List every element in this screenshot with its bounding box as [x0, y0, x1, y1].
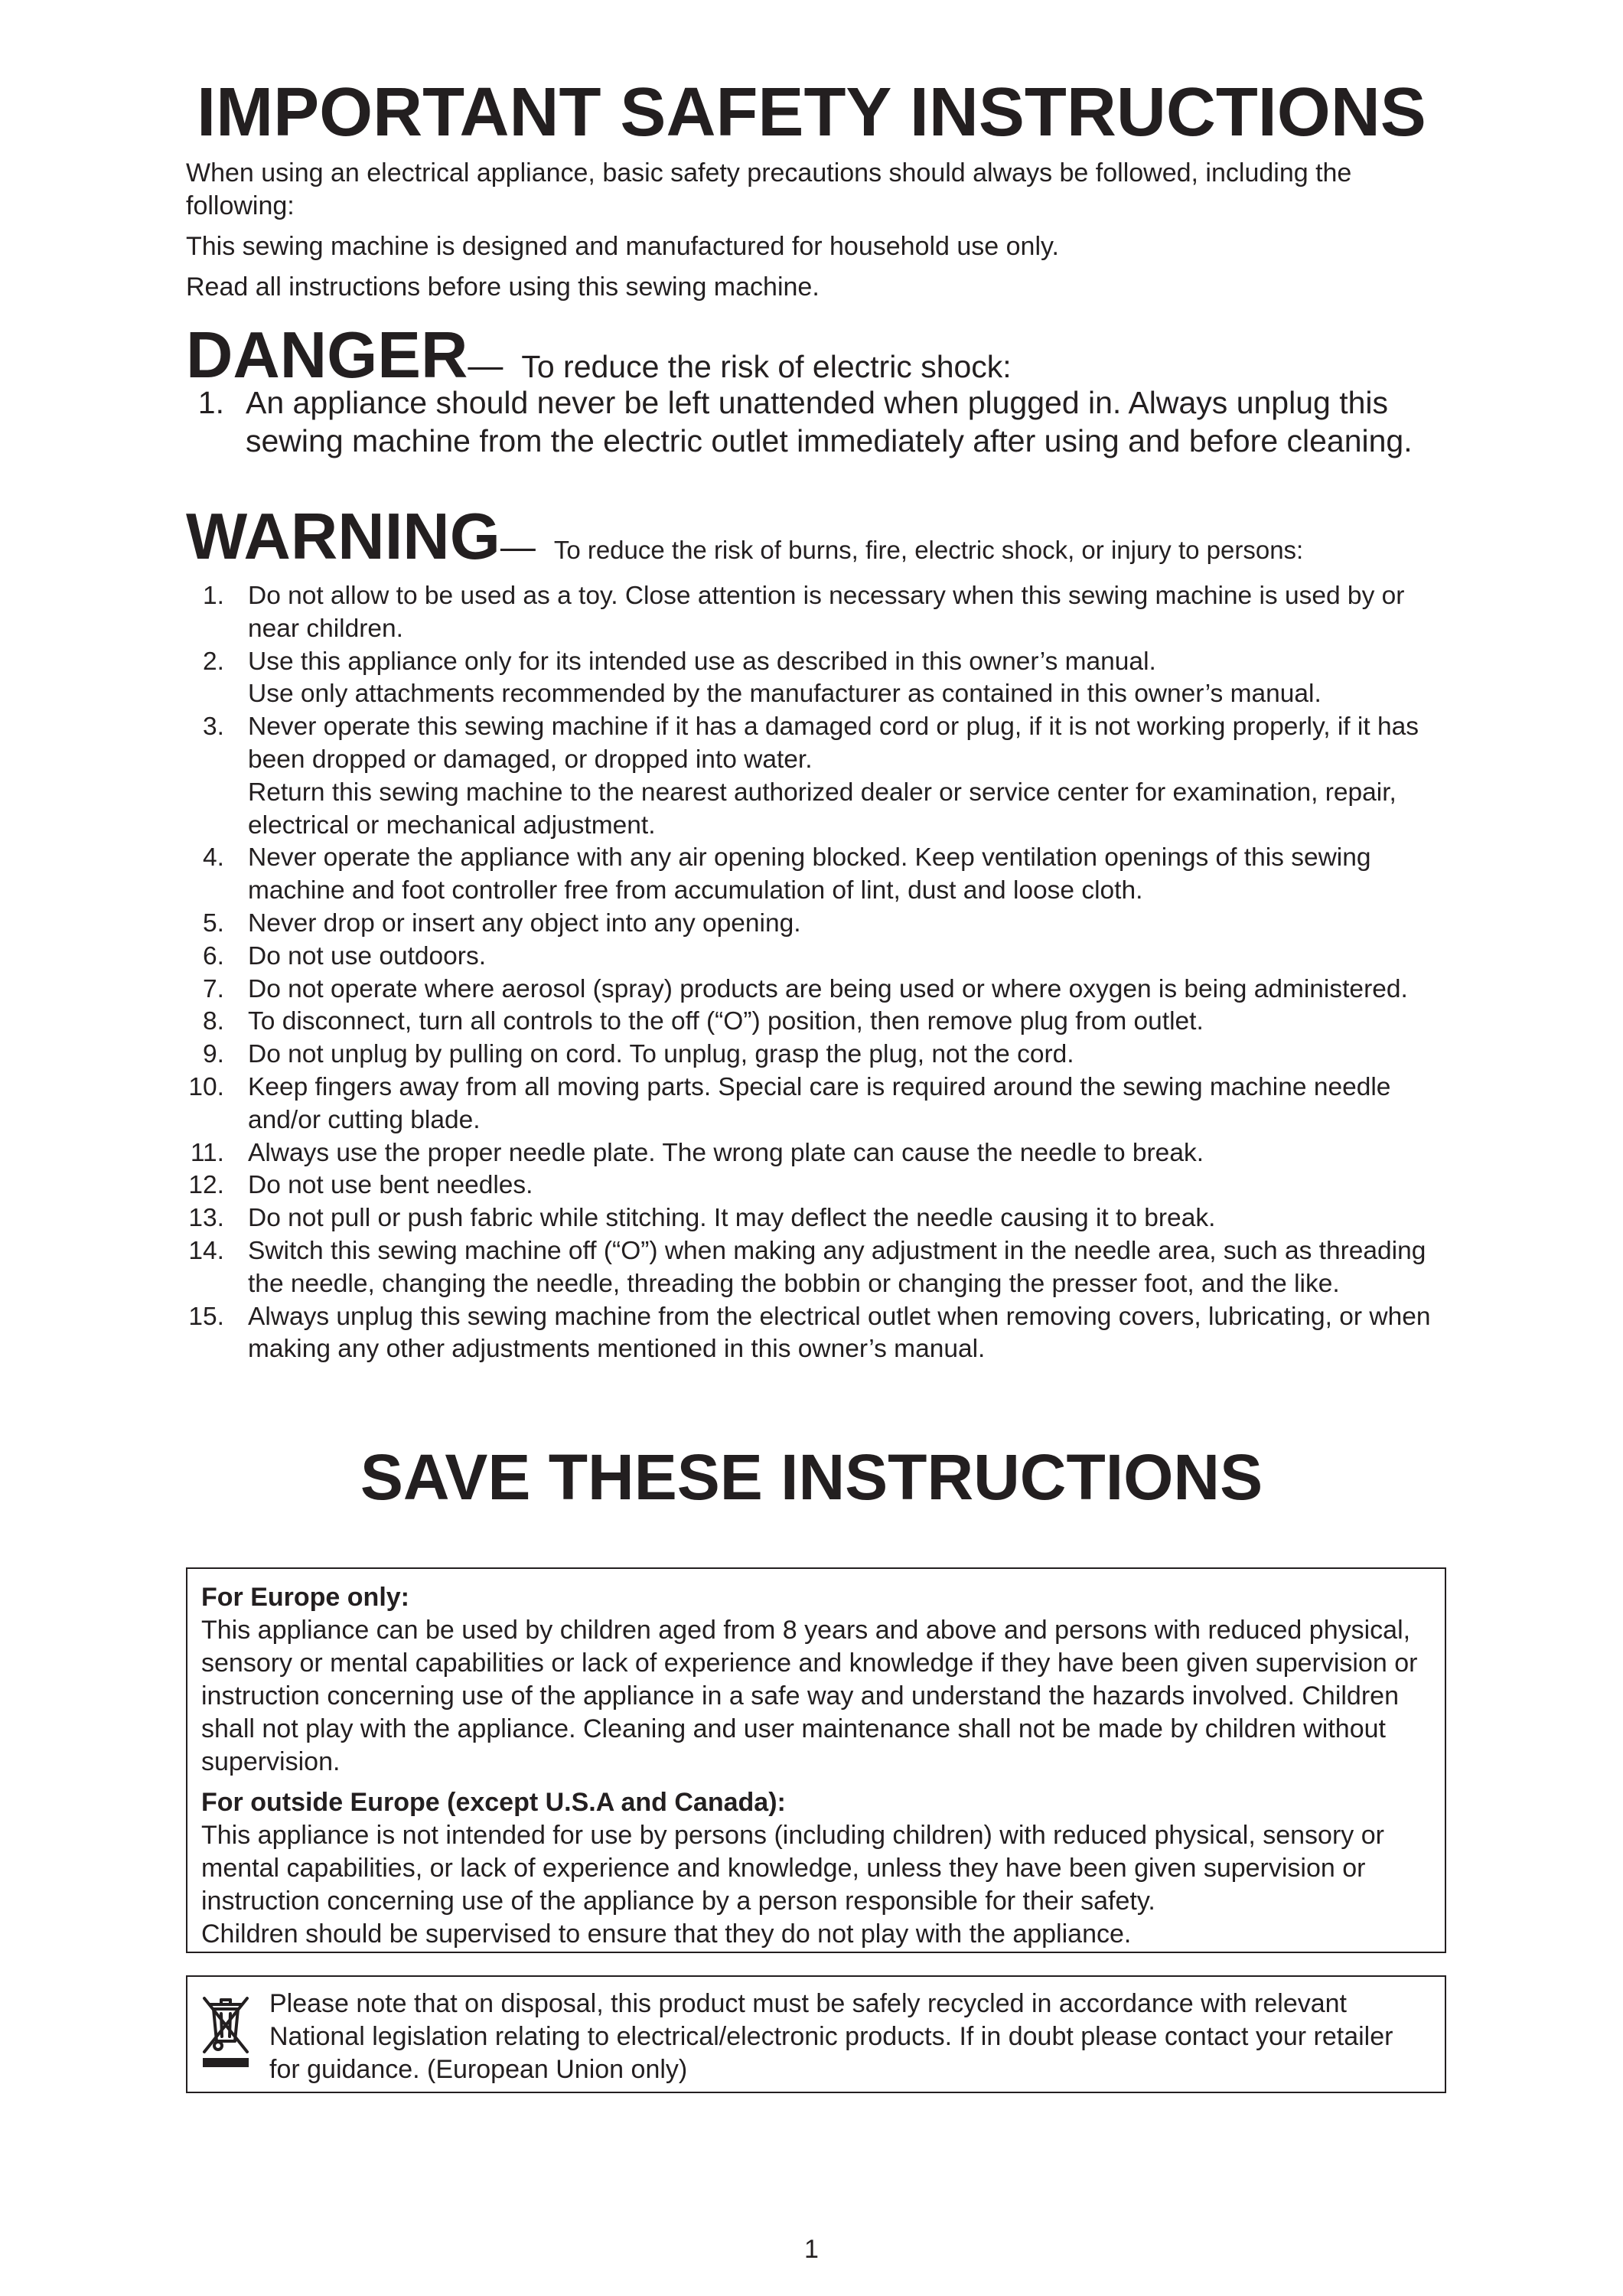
list-item [186, 711, 1447, 842]
item-number: 2. [203, 647, 224, 676]
outside-europe-heading: For outside Europe (except U.S.A and Canada): [201, 1788, 786, 1817]
list-item [186, 941, 1447, 974]
intro-paragraph: When using an electrical appliance, basic safety precautions should always be followed, including the following: [186, 158, 1352, 220]
warning-label: WARNING [186, 501, 500, 573]
supervision-text: Children should be supervised to ensure that they do not play with the appliance. [201, 1919, 1132, 1949]
list-item [186, 1301, 1447, 1367]
item-number: 3. [203, 713, 224, 742]
item-number: 9. [203, 1040, 224, 1069]
warning-heading [186, 503, 1303, 572]
outside-europe-text: This appliance is not intended for use by persons (including children) with reduced physical, sensory or mental capabilities, or lack of experience and knowledge, unless they have been given supervision or instruction concerning use of the appliance by a person responsible for their safety. [201, 1821, 1384, 1916]
item-text: Do not operate where aerosol (spray) products are being used or where oxygen is being administered. [248, 974, 1408, 1003]
danger-intro-text: To reduce the risk of electric shock: [521, 349, 1012, 384]
crossed-out-wheelie-bin-icon [200, 1994, 252, 2070]
list-item [186, 908, 1447, 941]
item-text: Switch this sewing machine off (“O”) when making any adjustment in the needle area, such as threading the needle, changing the needle, threading the bobbin or changing the presser foot, and the like. [248, 1236, 1426, 1298]
item-text: Do not allow to be used as a toy. Close attention is necessary when this sewing machine is used by or near children. [248, 582, 1405, 643]
list-item [186, 1071, 1447, 1137]
intro-paragraph: Read all instructions before using this sewing machine. [186, 272, 820, 302]
danger-list [186, 383, 1418, 460]
list-item [186, 974, 1447, 1006]
item-text: Do not use outdoors. [248, 941, 487, 970]
item-number: 7. [203, 974, 224, 1003]
list-item [186, 1235, 1447, 1301]
list-item [186, 580, 1447, 646]
danger-dash: — [468, 345, 504, 385]
page-title: IMPORTANT SAFETY INSTRUCTIONS [197, 74, 1426, 151]
item-number: 10. [188, 1072, 224, 1101]
item-text: Never operate this sewing machine if it has a damaged cord or plug, if it is not working properly, if it has been dropped or damaged, or dropped into water. [248, 713, 1419, 774]
item-number: 1. [197, 385, 224, 420]
item-number: 6. [203, 941, 224, 970]
item-text: Never drop or insert any object into any opening. [248, 908, 801, 938]
list-item [186, 1202, 1447, 1235]
danger-label: DANGER [186, 319, 468, 392]
list-item [186, 1137, 1447, 1170]
warning-dash: — [500, 527, 536, 566]
danger-heading [186, 321, 1012, 390]
item-text: Always unplug this sewing machine from the electrical outlet when removing covers, lubricating, or when making any other adjustments mentioned in this owner’s manual. [248, 1302, 1431, 1364]
intro-section [186, 157, 1441, 311]
item-text: Do not unplug by pulling on cord. To unplug, grasp the plug, not the cord. [248, 1040, 1074, 1069]
item-number: 15. [188, 1302, 224, 1331]
item-number: 1. [203, 582, 224, 610]
list-item [186, 1039, 1447, 1071]
list-item [186, 383, 1418, 460]
list-item [186, 842, 1447, 908]
item-number: 8. [203, 1007, 224, 1036]
item-text: Do not pull or push fabric while stitching. It may deflect the needle causing it to break. [248, 1204, 1216, 1233]
item-text-continued: Return this sewing machine to the nearest authorized dealer or service center for examination, repair, electrical or mechanical adjustment. [248, 778, 1396, 840]
item-number: 12. [188, 1171, 224, 1200]
disposal-text: Please note that on disposal, this product must be safely recycled in accordance with relevant National legislation relating to electrical/electronic products. If in doubt please contact your retailer for guidance. (European Union only) [269, 1989, 1393, 2084]
item-number: 11. [190, 1138, 224, 1167]
item-text: To disconnect, turn all controls to the off (“O”) position, then remove plug from outlet. [248, 1007, 1204, 1036]
europe-heading: For Europe only: [201, 1583, 409, 1612]
item-number: 13. [188, 1204, 224, 1233]
list-item [186, 646, 1447, 712]
list-item [186, 1006, 1447, 1039]
item-text: Keep fingers away from all moving parts. Special care is required around the sewing machine needle and/or cutting blade. [248, 1072, 1391, 1134]
save-instructions-title: SAVE THESE INSTRUCTIONS [360, 1441, 1263, 1513]
item-text: Never operate the appliance with any air opening blocked. Keep ventilation openings of this sewing machine and foot controller free from accumulation of lint, dust and loose cloth. [248, 843, 1371, 905]
item-text-continued: Use only attachments recommended by the manufacturer as contained in this owner’s manual. [248, 680, 1322, 709]
europe-text: This appliance can be used by children aged from 8 years and above and persons with reduced physical, sensory or mental capabilities or lack of experience and knowledge if they have been given supervision or instruction concerning use of the appliance in a safe way and understand the hazards involved. Children shall not play with the appliance. Cleaning and user maintenance shall not be made by children without supervision. [201, 1616, 1418, 1776]
item-number: 4. [203, 843, 224, 872]
list-item [186, 1169, 1447, 1202]
item-text: An appliance should never be left unattended when plugged in. Always unplug this sewing machine from the electric outlet immediately after using and before cleaning. [246, 385, 1413, 458]
item-text: Always use the proper needle plate. The wrong plate can cause the needle to break. [248, 1138, 1204, 1167]
warning-list [186, 580, 1447, 1366]
intro-paragraph: This sewing machine is designed and manufactured for household use only. [186, 232, 1059, 261]
item-number: 5. [203, 908, 224, 938]
item-number: 14. [188, 1236, 224, 1265]
europe-notice-box [186, 1567, 1446, 1953]
disposal-notice-box [186, 1975, 1446, 2093]
warning-intro-text: To reduce the risk of burns, fire, electric shock, or injury to persons: [553, 536, 1304, 564]
item-text: Do not use bent needles. [248, 1171, 533, 1200]
page-number: 1 [804, 2235, 819, 2264]
item-text: Use this appliance only for its intended use as described in this owner’s manual. [248, 647, 1156, 676]
